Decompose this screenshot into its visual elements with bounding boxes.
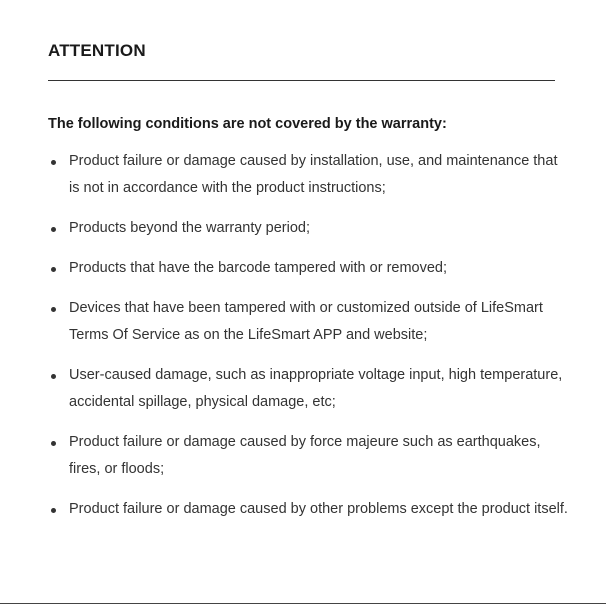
bullet-icon <box>51 441 56 446</box>
list-item-text: Products beyond the warranty period; <box>69 220 310 236</box>
list-item <box>48 255 568 282</box>
exclusions-list <box>48 148 568 536</box>
bullet-icon <box>51 227 56 232</box>
title-divider <box>48 80 555 81</box>
footer-divider <box>0 603 606 604</box>
list-item <box>48 362 568 416</box>
page-title: ATTENTION <box>48 41 146 60</box>
list-item-text: Products that have the barcode tampered with or removed; <box>69 260 448 276</box>
bullet-icon <box>51 160 56 165</box>
bullet-icon <box>51 508 56 513</box>
bullet-icon <box>51 374 56 379</box>
list-item <box>48 496 568 523</box>
section-heading: The following conditions are not covered by the warranty: <box>48 116 447 132</box>
list-item <box>48 295 568 349</box>
list-item <box>48 148 568 202</box>
list-item-text: User-caused damage, such as inappropriate voltage input, high temperature, accidental spillage, physical damage, etc; <box>69 367 563 410</box>
bullet-icon <box>51 267 56 272</box>
list-item-text: Product failure or damage caused by other problems except the product itself. <box>69 501 568 517</box>
list-item <box>48 429 568 483</box>
list-item-text: Product failure or damage caused by force majeure such as earthquakes, fires, or floods; <box>69 434 541 477</box>
list-item-text: Devices that have been tampered with or customized outside of LifeSmart Terms Of Service as on the LifeSmart APP and website; <box>69 300 543 343</box>
list-item <box>48 215 568 242</box>
bullet-icon <box>51 307 56 312</box>
list-item-text: Product failure or damage caused by installation, use, and maintenance that is not in accordance with the product instructions; <box>69 153 558 196</box>
